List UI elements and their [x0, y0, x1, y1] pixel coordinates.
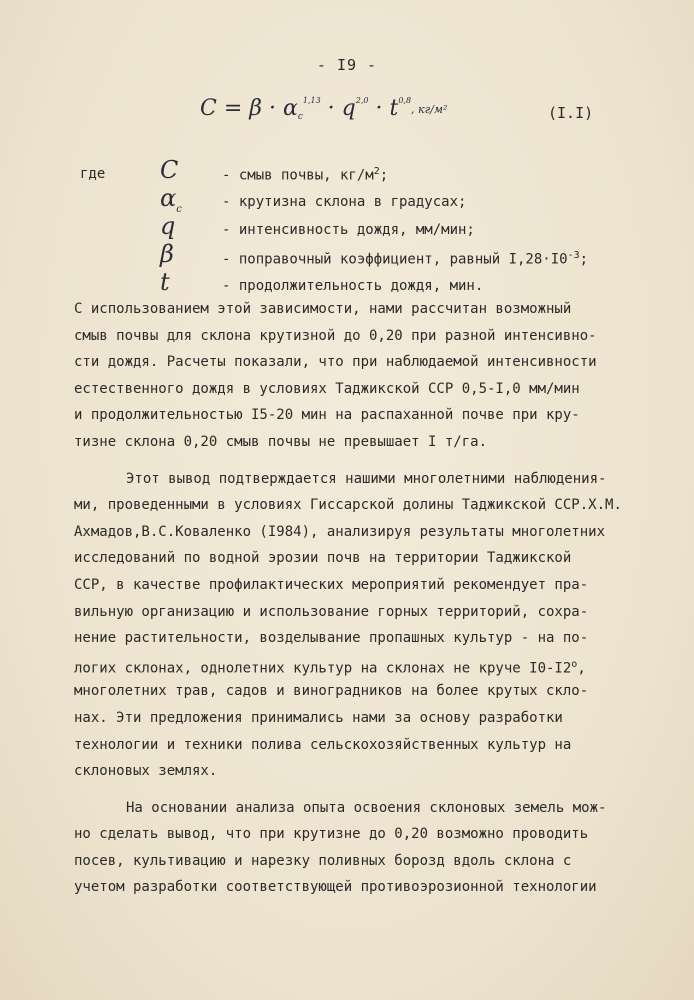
definition-symbol: C	[160, 156, 179, 184]
formula-unit: , кг/м²	[411, 103, 448, 116]
text-line: склоновых землях.	[74, 763, 218, 780]
text-line: тизне склона 0,20 смыв почвы не превышает I т/га.	[74, 433, 488, 450]
formula-alpha-sub: c	[297, 112, 303, 122]
definition-text: - интенсивность дождя, мм/мин;	[222, 222, 475, 238]
text-line: сти дождя. Расчеты показали, что при наблюдаемой интенсивности	[74, 354, 597, 371]
definition-symbol: β	[160, 240, 174, 268]
text-line: нах. Эти предложения принимались нами за основу разработки	[74, 709, 563, 726]
text-line: учетом разработки соответствующей противоэрозионной технологии	[74, 879, 597, 896]
text-line: и продолжительностью I5-20 мин на распаханной почве при кру-	[74, 407, 580, 424]
formula-t-exp: 0,8	[398, 96, 412, 105]
where-label: где	[80, 166, 106, 182]
text-line: смыв почвы для склона крутизной до 0,20 при разной интенсивно-	[74, 327, 597, 344]
page-number: - I9 -	[316, 56, 378, 74]
definition-symbol: t	[160, 268, 170, 296]
text-line: Этот вывод подтверждается нашими многолетними наблюдения-	[126, 470, 607, 487]
definition-symbol: q	[160, 212, 176, 240]
text-line: многолетних трав, садов и виноградников на более крутых скло-	[74, 683, 589, 700]
text-line: ССР, в качестве профилактических мероприятий рекомендует пра-	[74, 576, 589, 593]
text-line: С использованием этой зависимости, нами рассчитан возможный	[74, 301, 572, 317]
text-line: На основании анализа опыта освоения склоновых земель мож-	[126, 799, 607, 816]
equation-number: (I.I)	[548, 104, 594, 122]
text-line: посев, культивацию и нарезку поливных борозд вдоль склона с	[74, 852, 572, 869]
text-line: но сделать вывод, что при крутизне до 0,20 возможно проводить	[74, 826, 589, 843]
definition-symbol: $\alpha_c$	[160, 184, 182, 215]
formula-q-exp: 2,0	[355, 96, 369, 105]
formula-t: · t	[375, 96, 399, 121]
degree-mark: o	[571, 658, 578, 670]
soil-washout-formula	[200, 96, 447, 122]
definition-exponent: -3	[567, 250, 580, 261]
formula-row	[200, 96, 600, 130]
text-line: логих склонах, однолетних культур на склонах не круче I0-I2$^o$,	[74, 658, 586, 677]
formula-alpha-exp: 1,13	[302, 96, 321, 105]
definitions-list	[80, 156, 640, 300]
text-line: технологии и техники полива сельскохозяйственных культур на	[74, 736, 572, 753]
definition-exponent: 2	[373, 166, 380, 177]
body-text	[74, 296, 622, 901]
text-line: исследований по водной эрозии почв на территории Таджикской	[74, 550, 572, 567]
text-line: естественного дождя в условиях Таджикской ССР 0,5-I,0 мм/мин	[74, 380, 580, 397]
text-line: Ахмадов,В.С.Коваленко (I984), анализируя результаты многолетних	[74, 523, 606, 540]
text-line: вильную организацию и использование горных территорий, сохра-	[74, 603, 589, 620]
definition-text: - продолжительность дождя, мин.	[222, 278, 484, 294]
text-line: ми, проведенными в условиях Гиссарской долины Таджикской ССР.Х.М.	[74, 497, 622, 514]
definition-text: - поправочный коэффициент, равный $I,28\cdot I0^{-3}$;	[222, 250, 589, 268]
formula-q: · q	[327, 96, 356, 121]
text-line: нение растительности, возделывание пропашных культур - на по-	[74, 630, 589, 647]
definition-text: - крутизна склона в градусах;	[222, 194, 467, 210]
definition-text: - смыв почвы, $кг/м^2$;	[222, 166, 389, 184]
formula-lhs: C = β · α	[200, 96, 298, 121]
